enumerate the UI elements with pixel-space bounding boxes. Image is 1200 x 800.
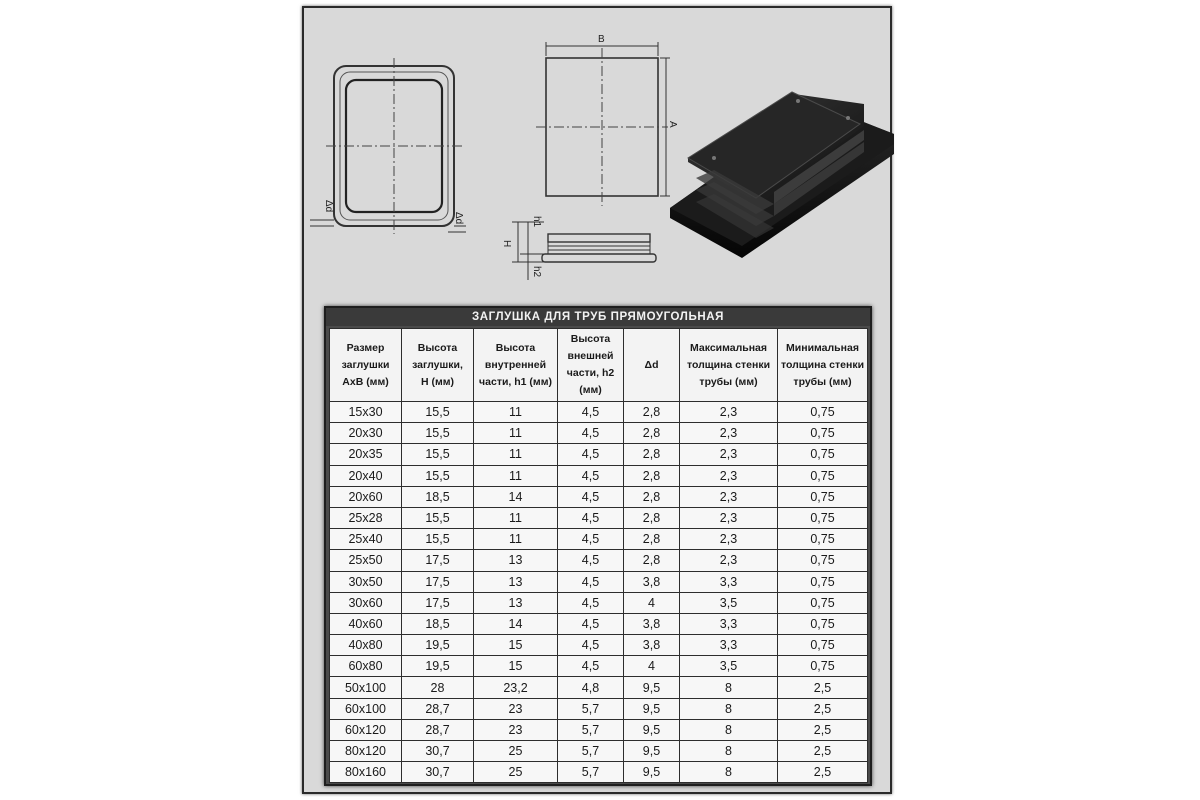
cell-outer-height: 4,5 [558,423,624,444]
header-line: Минимальная [786,341,859,354]
cell-inner-height: 11 [474,507,558,528]
cell-height: 19,5 [402,635,474,656]
cell-size: 25x50 [330,550,402,571]
cell-max-wall: 3,3 [680,635,778,656]
cell-min-wall: 0,75 [778,550,868,571]
cell-inner-height: 11 [474,444,558,465]
spec-sheet [302,6,892,794]
cell-size: 15x30 [330,402,402,423]
cell-height: 15,5 [402,402,474,423]
cell-inner-height: 13 [474,592,558,613]
cell-outer-height: 4,5 [558,592,624,613]
cell-min-wall: 0,75 [778,402,868,423]
table-row [330,741,868,762]
table-row [330,444,868,465]
table-header-row [330,329,868,402]
table-row [330,613,868,634]
cell-inner-height: 13 [474,550,558,571]
table-row [330,677,868,698]
cell-min-wall: 0,75 [778,613,868,634]
cell-inner-height: 14 [474,613,558,634]
cell-outer-height: 5,7 [558,762,624,783]
cell-height: 15,5 [402,444,474,465]
header-line: AxB (мм) [342,375,389,388]
cell-inner-height: 13 [474,571,558,592]
header-line: внутренней [484,358,547,371]
table-row [330,465,868,486]
cell-outer-height: 4,5 [558,571,624,592]
cell-size: 60x120 [330,719,402,740]
header-line: толщина стенки [686,358,771,371]
table-row [330,656,868,677]
table-row [330,698,868,719]
header-line: заглушки, [412,358,463,371]
product-3d-image [670,92,894,258]
cell-max-wall: 8 [680,762,778,783]
cell-height: 30,7 [402,741,474,762]
cell-height: 15,5 [402,423,474,444]
cell-height: 30,7 [402,762,474,783]
front-view-drawing [536,42,670,206]
header-line: Максимальная [689,341,768,354]
header-line: трубы (мм) [793,375,852,388]
table-row [330,550,868,571]
header-line: Размер [346,341,385,354]
cell-max-wall: 3,5 [680,656,778,677]
cell-delta-d: 9,5 [624,677,680,698]
cell-inner-height: 25 [474,741,558,762]
cell-delta-d: 4 [624,656,680,677]
cell-inner-height: 25 [474,762,558,783]
cell-height: 28 [402,677,474,698]
cell-min-wall: 0,75 [778,486,868,507]
header-line: (мм) [579,384,602,396]
cell-delta-d: 2,8 [624,465,680,486]
cell-size: 20x60 [330,486,402,507]
cell-outer-height: 4,5 [558,402,624,423]
table-title: ЗАГЛУШКА ДЛЯ ТРУБ ПРЯМОУГОЛЬНАЯ [326,308,870,326]
header-line: заглушки [341,358,390,371]
cell-delta-d: 2,8 [624,423,680,444]
cell-max-wall: 3,5 [680,592,778,613]
cell-max-wall: 3,3 [680,571,778,592]
table-row [330,719,868,740]
cell-inner-height: 15 [474,656,558,677]
cell-max-wall: 8 [680,677,778,698]
header-inner-height [474,329,558,402]
cell-height: 18,5 [402,613,474,634]
table-row [330,423,868,444]
cell-delta-d: 3,8 [624,613,680,634]
table-row [330,571,868,592]
cell-min-wall: 2,5 [778,719,868,740]
cell-max-wall: 2,3 [680,550,778,571]
cell-inner-height: 23,2 [474,677,558,698]
cell-size: 80x160 [330,762,402,783]
cell-size: 60x100 [330,698,402,719]
dimension-h1-label: h1 [531,216,542,228]
cell-delta-d: 9,5 [624,741,680,762]
table-row [330,486,868,507]
cell-min-wall: 2,5 [778,762,868,783]
cell-outer-height: 4,5 [558,550,624,571]
delta-d-label-left: Δd [323,200,334,213]
header-line: Высота [570,333,611,345]
header-line: Высота [495,341,536,354]
dimension-b-label: B [598,34,605,45]
cell-min-wall: 0,75 [778,592,868,613]
header-line: толщина стенки [780,358,865,371]
cell-size: 50x100 [330,677,402,698]
cell-delta-d: 9,5 [624,698,680,719]
cell-outer-height: 4,5 [558,465,624,486]
cell-size: 40x80 [330,635,402,656]
header-min-wall [778,329,868,402]
cell-max-wall: 2,3 [680,486,778,507]
cell-min-wall: 0,75 [778,635,868,656]
cell-max-wall: 2,3 [680,529,778,550]
cell-size: 20x40 [330,465,402,486]
cell-min-wall: 0,75 [778,529,868,550]
cell-height: 19,5 [402,656,474,677]
cell-delta-d: 2,8 [624,402,680,423]
cell-outer-height: 4,5 [558,529,624,550]
cell-height: 15,5 [402,529,474,550]
cell-delta-d: 2,8 [624,507,680,528]
cell-delta-d: 2,8 [624,550,680,571]
table-row [330,592,868,613]
cell-delta-d: 3,8 [624,635,680,656]
cell-min-wall: 0,75 [778,507,868,528]
cell-delta-d: 2,8 [624,444,680,465]
cell-size: 40x60 [330,613,402,634]
header-height [402,329,474,402]
cell-max-wall: 3,3 [680,613,778,634]
delta-d-label-right: Δd [453,212,464,225]
cell-delta-d: 2,8 [624,529,680,550]
cell-size: 25x40 [330,529,402,550]
cell-min-wall: 0,75 [778,571,868,592]
technical-drawing [304,8,894,298]
cell-min-wall: 0,75 [778,444,868,465]
spec-table [329,328,868,783]
spec-table-panel [324,306,872,786]
cell-min-wall: 0,75 [778,465,868,486]
cell-size: 30x60 [330,592,402,613]
header-line: части, h2 [566,367,615,379]
header-line: H (мм) [420,375,455,388]
cell-min-wall: 2,5 [778,677,868,698]
cell-outer-height: 4,5 [558,486,624,507]
cell-max-wall: 2,3 [680,507,778,528]
header-delta-d [624,329,680,402]
cell-max-wall: 2,3 [680,423,778,444]
cell-inner-height: 11 [474,529,558,550]
cell-height: 17,5 [402,571,474,592]
cell-min-wall: 2,5 [778,698,868,719]
cell-size: 80x120 [330,741,402,762]
cell-size: 25x28 [330,507,402,528]
cell-height: 28,7 [402,698,474,719]
cell-max-wall: 8 [680,698,778,719]
cell-min-wall: 2,5 [778,741,868,762]
cell-height: 15,5 [402,465,474,486]
table-row [330,402,868,423]
cell-max-wall: 8 [680,719,778,740]
cell-height: 18,5 [402,486,474,507]
cell-height: 15,5 [402,507,474,528]
cell-delta-d: 9,5 [624,762,680,783]
cell-size: 20x35 [330,444,402,465]
header-line: трубы (мм) [699,375,758,388]
cell-outer-height: 5,7 [558,698,624,719]
cell-inner-height: 14 [474,486,558,507]
dimension-a-label: A [667,121,678,128]
cell-outer-height: 5,7 [558,719,624,740]
cell-size: 30x50 [330,571,402,592]
cell-delta-d: 4 [624,592,680,613]
cell-inner-height: 11 [474,465,558,486]
cell-outer-height: 4,5 [558,507,624,528]
cell-inner-height: 15 [474,635,558,656]
cell-max-wall: 8 [680,741,778,762]
header-size [330,329,402,402]
cell-inner-height: 23 [474,698,558,719]
dimension-h2-label: h2 [531,266,542,278]
cell-inner-height: 11 [474,402,558,423]
header-line: части, h1 (мм) [479,375,552,388]
cell-delta-d: 2,8 [624,486,680,507]
cell-min-wall: 0,75 [778,423,868,444]
cell-outer-height: 4,8 [558,677,624,698]
table-row [330,529,868,550]
table-body [330,402,868,783]
dimension-h-label: H [501,240,512,248]
table-row [330,762,868,783]
header-line: Высота [417,341,458,354]
cell-delta-d: 9,5 [624,719,680,740]
cell-size: 60x80 [330,656,402,677]
cell-size: 20x30 [330,423,402,444]
table-row [330,635,868,656]
cell-min-wall: 0,75 [778,656,868,677]
cell-max-wall: 2,3 [680,465,778,486]
cell-outer-height: 5,7 [558,741,624,762]
cell-outer-height: 4,5 [558,635,624,656]
cell-max-wall: 2,3 [680,402,778,423]
cell-height: 17,5 [402,550,474,571]
cell-outer-height: 4,5 [558,444,624,465]
cell-outer-height: 4,5 [558,613,624,634]
header-outer-height [558,329,624,402]
cell-inner-height: 11 [474,423,558,444]
header-max-wall [680,329,778,402]
header-line: внешней [567,350,614,362]
cell-delta-d: 3,8 [624,571,680,592]
table-row [330,507,868,528]
cell-max-wall: 2,3 [680,444,778,465]
cell-inner-height: 23 [474,719,558,740]
header-line: Δd [644,358,659,371]
cell-height: 28,7 [402,719,474,740]
cell-height: 17,5 [402,592,474,613]
cell-outer-height: 4,5 [558,656,624,677]
